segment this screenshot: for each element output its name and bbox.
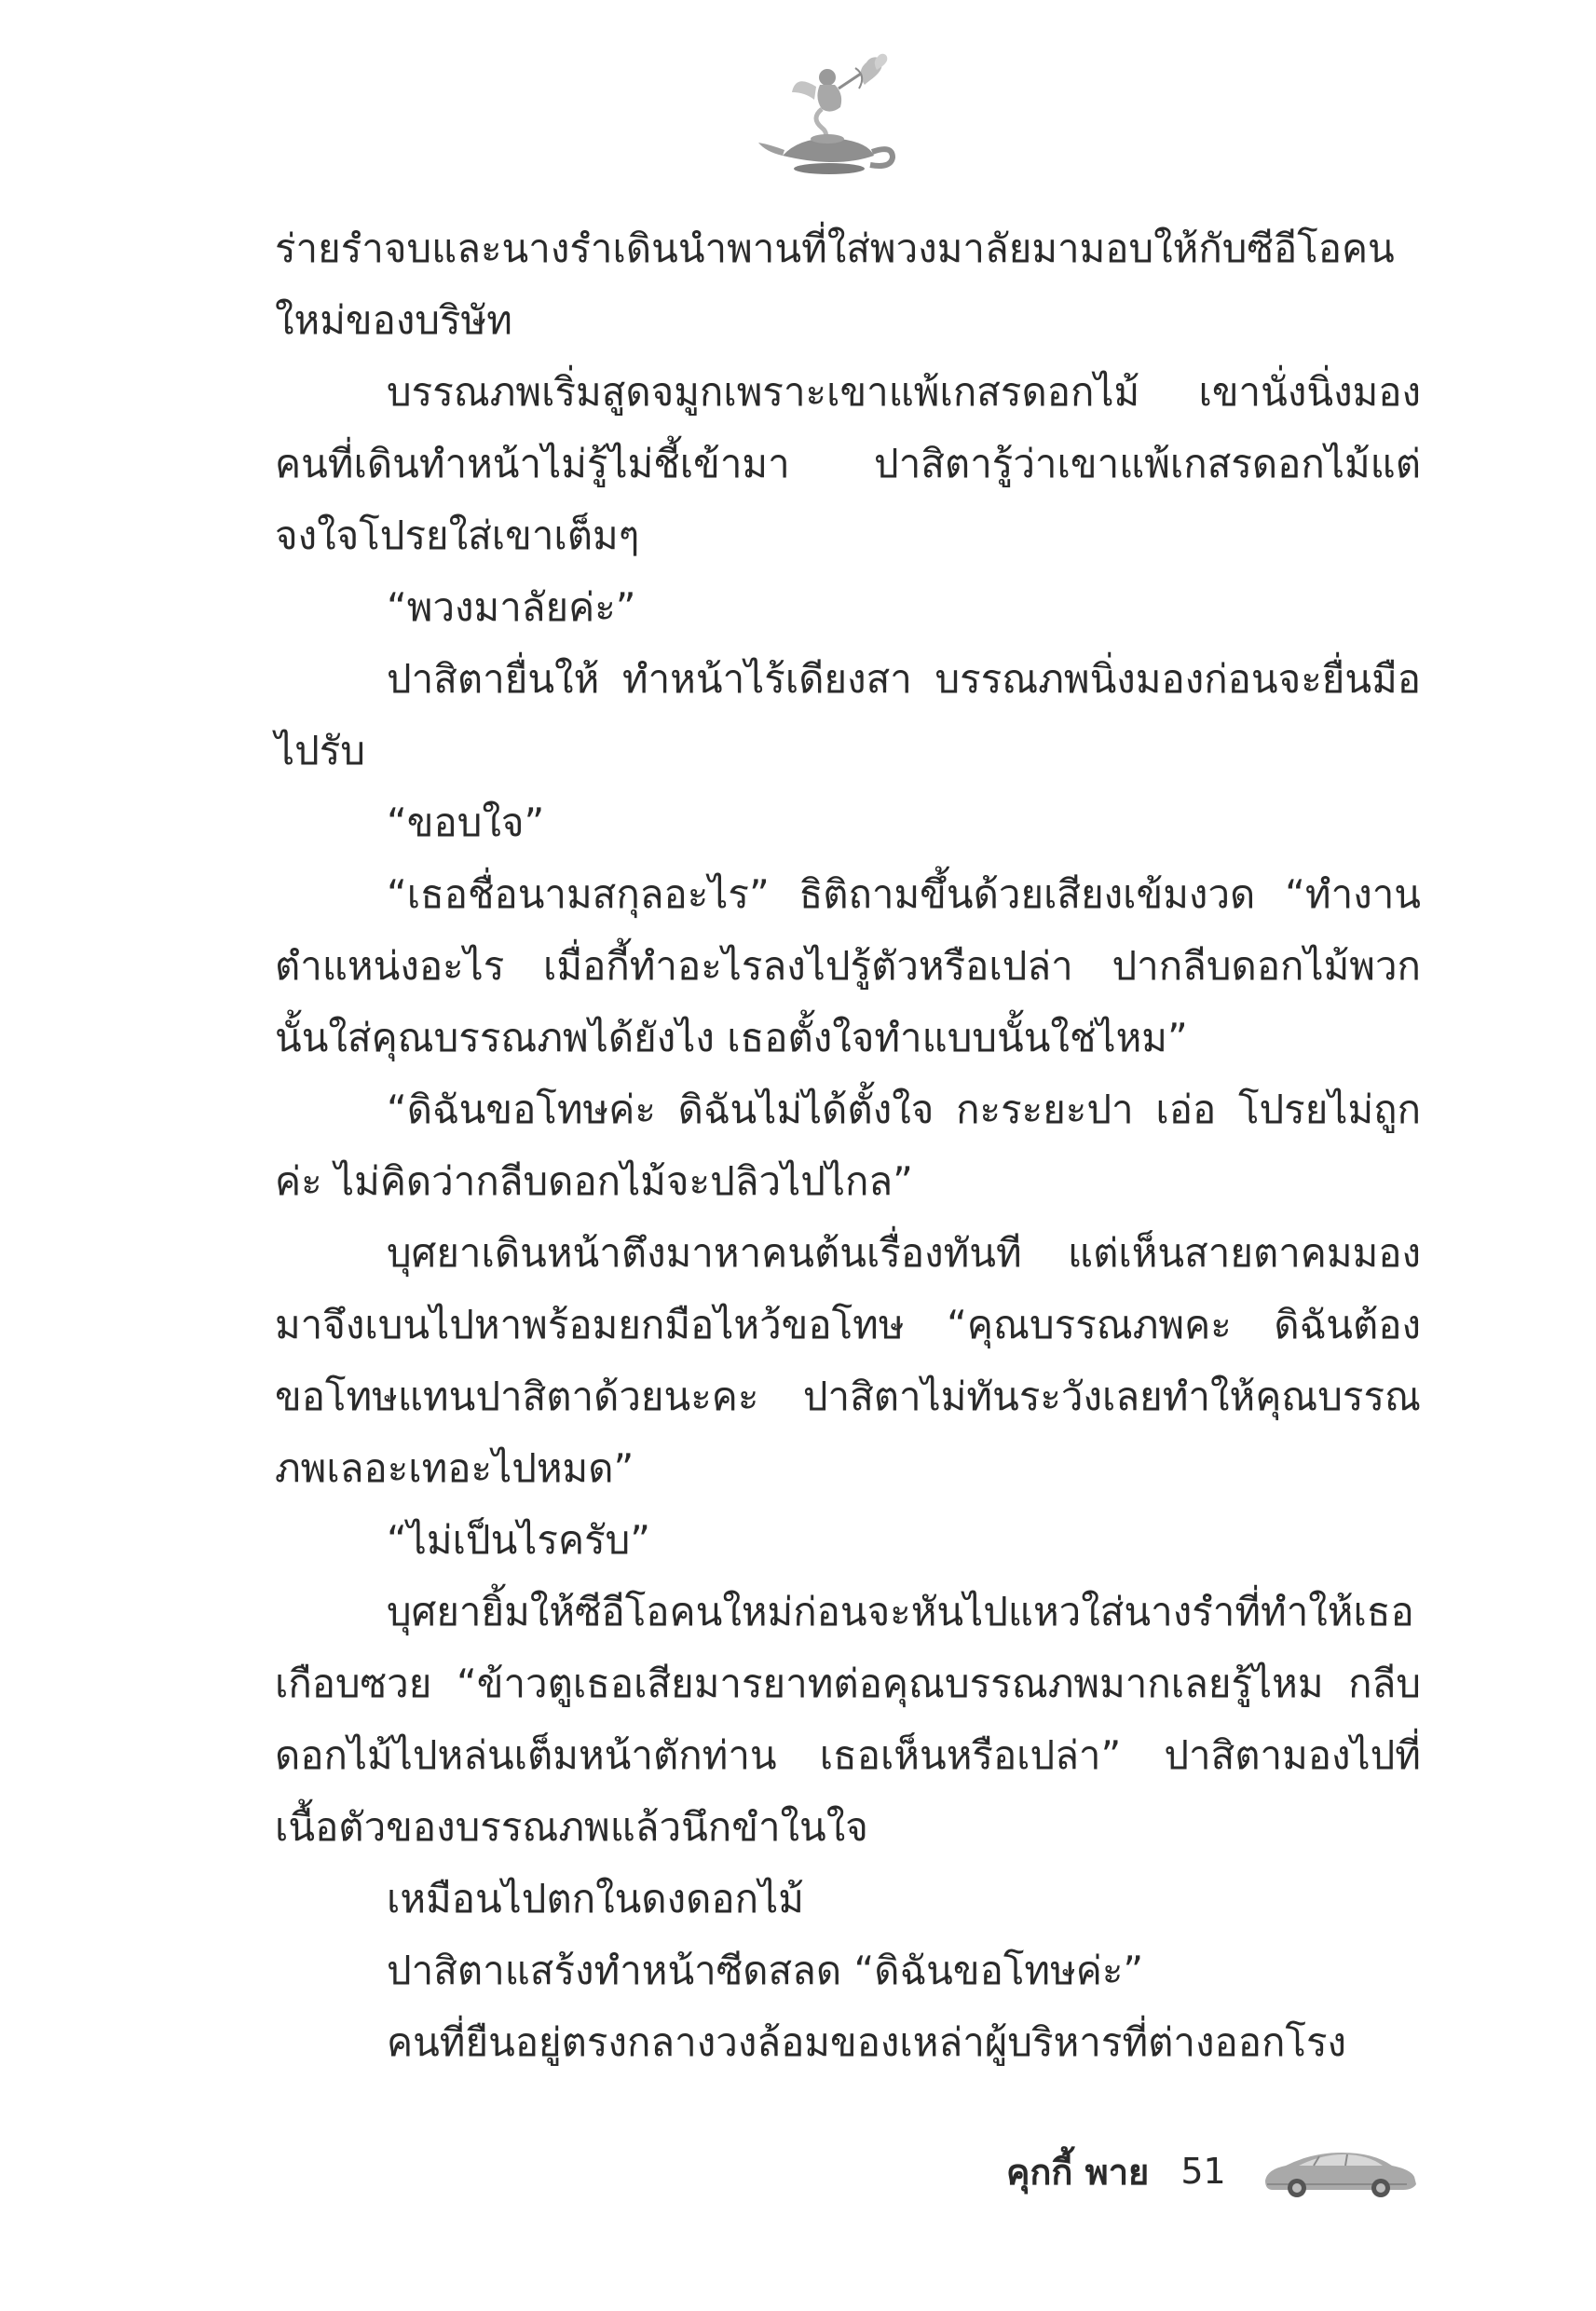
paragraph: ปาสิตาแสร้งทำหน้าซีดสลด “ดิฉันขอโทษค่ะ” bbox=[387, 1948, 1144, 1993]
cupid-teapot-icon bbox=[755, 51, 908, 177]
body-text bbox=[275, 212, 1421, 2078]
page-footer bbox=[1006, 2134, 1453, 2208]
paragraph: “ขอบใจ” bbox=[387, 800, 545, 845]
paragraph: ร่ายรำจบและนางรำเดินนำพานที่ใส่พวงมาลัยมามอบให้กับซีอีโอคนใหม่ของบริษัท bbox=[275, 226, 1395, 343]
sports-car-icon bbox=[1258, 2143, 1421, 2199]
paragraph: ปาสิตายื่นให้ ทำหน้าไร้เดียงสา บรรณภพนิ่งมองก่อนจะยื่นมือไปรับ bbox=[275, 656, 1421, 773]
book-title: คุกกี้ พาย bbox=[1006, 2151, 1150, 2193]
page-number: 51 bbox=[1180, 2151, 1226, 2192]
paragraph: “ดิฉันขอโทษค่ะ ดิฉันไม่ได้ตั้งใจ กะระยะปา เอ่อ โปรยไม่ถูกค่ะ ไม่คิดว่ากลีบดอกไม้จะปลิวไปไกล” bbox=[275, 1087, 1421, 1204]
paragraph: เหมือนไปตกในดงดอกไม้ bbox=[387, 1876, 804, 1921]
paragraph: “เธอชื่อนามสกุลอะไร” ธิติถามขึ้นด้วยเสียงเข้มงวด “ทำงานตำแหน่งอะไร เมื่อกี้ทำอะไรลงไปรู้ตัวหรือเปล่า ปากลีบดอกไม้พวกนั้นใส่คุณบรรณภพได้ยังไง เธอตั้งใจทำแบบนั้นใช่ไหม” bbox=[275, 871, 1421, 1060]
paragraph: “ไม่เป็นไรครับ” bbox=[387, 1517, 651, 1563]
paragraph: บุศยายิ้มให้ซีอีโอคนใหม่ก่อนจะหันไปแหวใส่นางรำที่ทำให้เธอเกือบซวย “ข้าวตูเธอเสียมารยาทต่อคุณบรรณภพมากเลยรู้ไหม กลีบดอกไม้ไปหล่นเต็มหน้าตักท่าน เธอเห็นหรือเปล่า” ปาสิตามองไปที่เนื้อตัวของบรรณภพแล้วนึกขำในใจ bbox=[275, 1589, 1421, 1850]
paragraph: บุศยาเดินหน้าตึงมาหาคนต้นเรื่องทันที แต่เห็นสายตาคมมองมาจึงเบนไปหาพร้อมยกมือไหว้ขอโทษ “คุณบรรณภพคะ ดิฉันต้องขอโทษแทนปาสิตาด้วยนะคะ ปาสิตาไม่ทันระวังเลยทำให้คุณบรรณภพเลอะเทอะไปหมด” bbox=[275, 1230, 1421, 1491]
paragraph: “พวงมาลัยค่ะ” bbox=[387, 584, 636, 630]
paragraph: คนที่ยืนอยู่ตรงกลางวงล้อมของเหล่าผู้บริหารที่ต่างออกโรง bbox=[387, 2019, 1347, 2065]
paragraph: บรรณภพเริ่มสูดจมูกเพราะเขาแพ้เกสรดอกไม้ เขานั่งนิ่งมองคนที่เดินทำหน้าไม่รู้ไม่ชี้เข้ามา ปาสิตารู้ว่าเขาแพ้เกสรดอกไม้แต่จงใจโปรยใส่เขาเต็มๆ bbox=[275, 369, 1421, 558]
